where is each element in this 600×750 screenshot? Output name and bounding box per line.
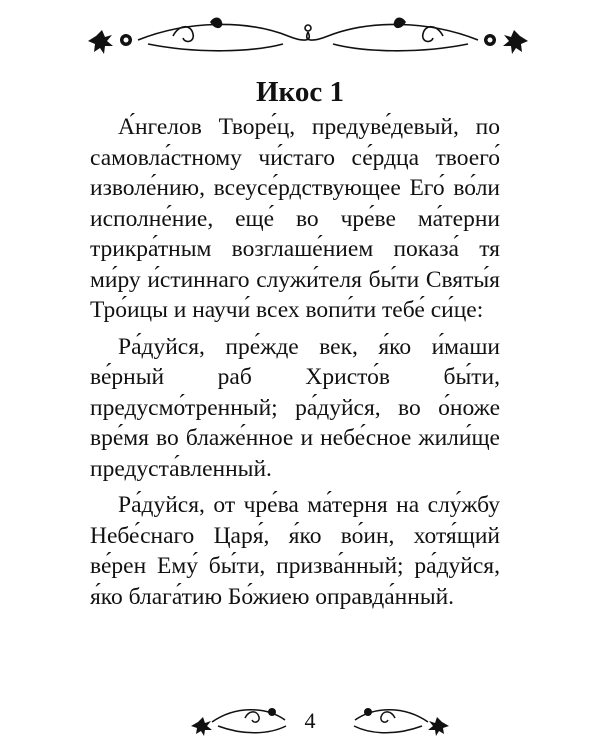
paragraph-2: Ра́дуйся, пре́жде век, я́ко и́маши ве́рный раб Христо́в бы́ти, предусмо́тренный; ра́дуйся, во о́ноже вре́мя во блаже́нное и небе́сное жили́ще предуста́вленный. bbox=[90, 333, 500, 482]
paragraph-1: А́нгелов Творе́ц, предуве́девый, по самовла́стному чи́стаго се́рдца твоего́ изволе́нию, всеусе́рдствующее Его́ во́ли исполне́ние, еще́ во чре́ве ма́терни трикра́тным возглаше́нием показа́ тя ми́ру и́стиннаго служи́теля бы́ти Святы́я Тро́ицы и научи́ всех вопи́ти тебе́ си́це: bbox=[90, 114, 500, 323]
paragraph-3: Ра́дуйся, от чре́ва ма́терня на слу́жбу Небе́снаго Царя́, я́ко во́ин, хотя́щий ве́рен Ему́ бы́ти, призва́нный; ра́дуйся, я́ко блага́тию Бо́жиею оправда́нный. bbox=[90, 492, 500, 610]
page-title: Икос 1 bbox=[255, 76, 344, 108]
page-number: 4 bbox=[304, 708, 316, 733]
ikos-text bbox=[90, 112, 500, 618]
top-ornament-divider bbox=[78, 14, 538, 60]
